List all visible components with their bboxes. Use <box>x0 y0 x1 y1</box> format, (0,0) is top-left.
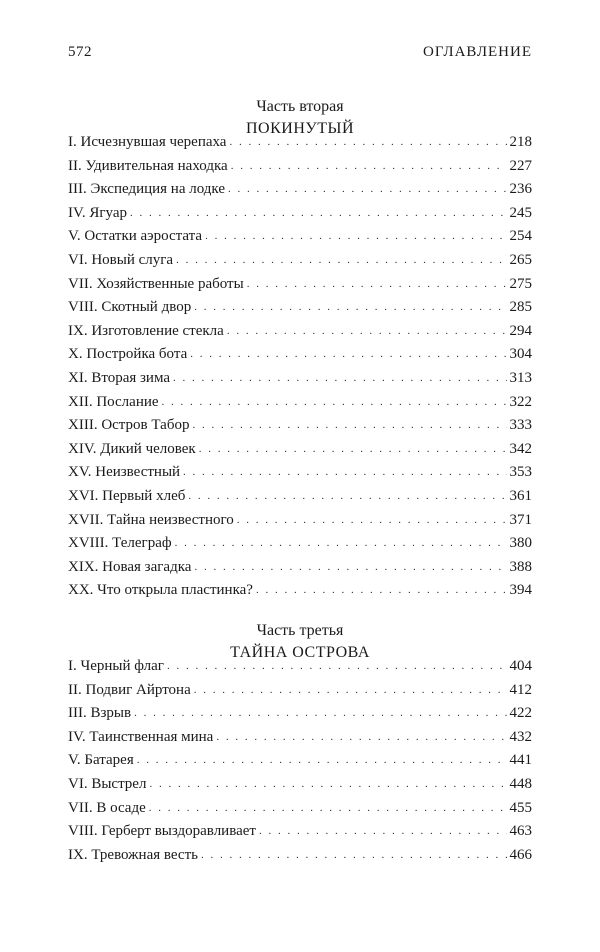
dot-leader <box>162 396 507 408</box>
toc-entry <box>68 158 532 182</box>
toc-entry <box>68 847 532 871</box>
toc-entry-page: 463 <box>509 823 532 840</box>
toc-entry-title: VI. Новый слуга <box>68 251 174 268</box>
dot-leader <box>183 466 506 478</box>
dot-leader <box>231 160 507 172</box>
toc-entry <box>68 682 532 706</box>
toc-entry-page: 275 <box>509 275 532 292</box>
toc-entry-page: 371 <box>509 511 532 528</box>
toc-entry <box>68 346 532 370</box>
toc-entry <box>68 228 532 252</box>
toc-entry <box>68 417 532 441</box>
toc-entry <box>68 729 532 753</box>
toc-entry <box>68 205 532 229</box>
toc-entry-page: 313 <box>509 369 532 386</box>
dot-leader <box>216 731 506 743</box>
toc-entry-title: VIII. Герберт выздоравливает <box>68 823 256 840</box>
toc-entry <box>68 535 532 559</box>
toc-entry-page: 422 <box>509 705 532 722</box>
toc-entry <box>68 370 532 394</box>
dot-leader <box>194 561 506 573</box>
toc-entry <box>68 800 532 824</box>
toc-entry-title: VI. Выстрел <box>68 775 147 792</box>
dot-leader <box>237 514 507 526</box>
toc-entry-title: III. Экспедиция на лодке <box>68 181 226 198</box>
toc-entry-page: 322 <box>509 393 532 410</box>
toc-entry-page: 265 <box>509 251 532 268</box>
part-heading: Часть третья <box>256 622 344 639</box>
toc-entry-title: II. Подвиг Айртона <box>68 681 191 698</box>
dot-leader <box>167 660 507 672</box>
toc-entry-page: 388 <box>509 558 532 575</box>
dot-leader <box>176 254 506 266</box>
toc-entry-title: XI. Вторая зима <box>68 369 170 386</box>
part-subtitle: ТАЙНА ОСТРОВА <box>230 644 370 661</box>
dot-leader <box>188 490 506 502</box>
toc-entry <box>68 512 532 536</box>
dot-leader <box>173 372 507 384</box>
toc-entry-page: 353 <box>509 464 532 481</box>
toc-entry-page: 380 <box>509 535 532 552</box>
toc-entry-title: XX. Что открыла пластинка? <box>68 582 253 599</box>
dot-leader <box>190 348 506 360</box>
part-heading: Часть вторая <box>256 98 344 115</box>
toc-entry <box>68 252 532 276</box>
dot-leader <box>229 136 506 148</box>
toc-entry-page: 333 <box>509 417 532 434</box>
dot-leader <box>205 230 506 242</box>
toc-entry <box>68 134 532 158</box>
dot-leader <box>228 183 506 195</box>
toc-list-part-three <box>68 658 532 870</box>
toc-list-part-two <box>68 134 532 606</box>
toc-entry-title: IX. Тревожная весть <box>68 846 198 863</box>
toc-entry-title: VII. Хозяйственные работы <box>68 275 244 292</box>
toc-entry-page: 466 <box>509 846 532 863</box>
toc-entry <box>68 299 532 323</box>
toc-entry <box>68 823 532 847</box>
toc-entry-title: I. Черный флаг <box>68 658 164 674</box>
toc-entry-page: 412 <box>509 681 532 698</box>
toc-entry-title: XII. Послание <box>68 393 159 410</box>
toc-entry-page: 404 <box>509 658 532 674</box>
page-number: 572 <box>68 44 92 60</box>
dot-leader <box>137 754 507 766</box>
running-head <box>68 44 532 61</box>
dot-leader <box>134 707 506 719</box>
toc-entry <box>68 181 532 205</box>
toc-entry-title: XVI. Первый хлеб <box>68 487 186 504</box>
toc-entry-title: XIV. Дикий человек <box>68 440 196 457</box>
toc-entry <box>68 441 532 465</box>
toc-entry <box>68 488 532 512</box>
toc-entry-page: 245 <box>509 204 532 221</box>
dot-leader <box>199 443 507 455</box>
toc-entry-title: IV. Таинственная мина <box>68 728 214 745</box>
toc-entry-page: 285 <box>509 299 532 316</box>
toc-entry-page: 342 <box>509 440 532 457</box>
toc-entry-title: V. Батарея <box>68 752 134 769</box>
toc-entry-title: III. Взрыв <box>68 705 132 722</box>
toc-entry-title: XVII. Тайна неизвестного <box>68 511 234 528</box>
toc-entry <box>68 559 532 583</box>
dot-leader <box>194 301 506 313</box>
toc-entry <box>68 705 532 729</box>
toc-entry-title: XIII. Остров Табор <box>68 417 190 434</box>
dot-leader <box>201 849 507 861</box>
toc-entry <box>68 394 532 418</box>
toc-entry-page: 432 <box>509 728 532 745</box>
toc-entry <box>68 752 532 776</box>
dot-leader <box>256 584 507 596</box>
toc-entry-page: 394 <box>509 582 532 599</box>
toc-entry-title: VII. В осаде <box>68 799 146 816</box>
dot-leader <box>247 278 507 290</box>
toc-entry-page: 455 <box>509 799 532 816</box>
toc-entry-title: XVIII. Телеграф <box>68 535 172 552</box>
toc-entry-page: 361 <box>509 487 532 504</box>
toc-entry-title: IV. Ягуар <box>68 204 128 221</box>
toc-entry-title: I. Исчезнувшая черепаха <box>68 134 227 150</box>
toc-entry-page: 294 <box>509 322 532 339</box>
toc-entry <box>68 776 532 800</box>
toc-entry <box>68 276 532 300</box>
running-title: ОГЛАВЛЕНИЕ <box>423 44 532 60</box>
toc-entry-title: XIX. Новая загадка <box>68 558 192 575</box>
toc-entry-page: 227 <box>509 157 532 174</box>
toc-entry-title: IX. Изготовление стекла <box>68 322 224 339</box>
toc-entry <box>68 658 532 682</box>
dot-leader <box>130 207 506 219</box>
toc-entry-title: VIII. Скотный двор <box>68 299 192 316</box>
dot-leader <box>192 419 506 431</box>
dot-leader <box>194 684 507 696</box>
toc-entry-title: II. Удивительная находка <box>68 157 228 174</box>
toc-entry-page: 304 <box>509 346 532 363</box>
toc-entry <box>68 582 532 606</box>
toc-entry-page: 448 <box>509 775 532 792</box>
toc-entry-title: X. Постройка бота <box>68 346 188 363</box>
toc-entry-page: 254 <box>509 228 532 245</box>
toc-entry-title: XV. Неизвестный <box>68 464 181 481</box>
dot-leader <box>227 325 507 337</box>
dot-leader <box>259 825 507 837</box>
toc-entry-page: 441 <box>509 752 532 769</box>
dot-leader <box>175 537 507 549</box>
toc-entry-page: 236 <box>509 181 532 198</box>
toc-entry <box>68 323 532 347</box>
dot-leader <box>149 802 507 814</box>
toc-entry-page: 218 <box>509 134 532 150</box>
dot-leader <box>149 778 506 790</box>
toc-entry <box>68 464 532 488</box>
part-subtitle: ПОКИНУТЫЙ <box>246 120 354 137</box>
toc-entry-title: V. Остатки аэростата <box>68 228 203 245</box>
